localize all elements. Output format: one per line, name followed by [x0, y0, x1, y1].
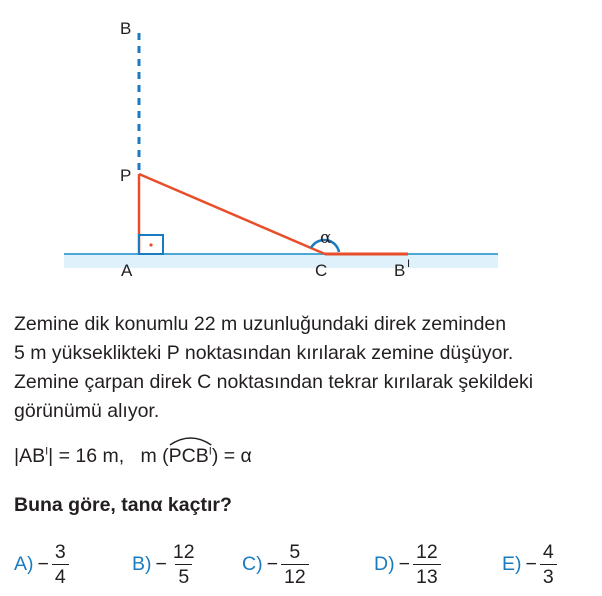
option-c[interactable] [242, 536, 309, 592]
option-letter: C) [242, 552, 263, 575]
question-text: Buna göre, tanα kaçtır? [14, 494, 232, 516]
option-sign: − [266, 552, 278, 575]
broken-segment-pc [139, 174, 325, 254]
fraction-denominator: 12 [281, 564, 309, 589]
ab-length-suffix: | = 16 m, [48, 445, 125, 467]
angle-name-text: PCB [168, 445, 209, 467]
problem-line: görünümü alıyor. [14, 400, 160, 422]
option-fraction [281, 540, 309, 589]
label-a: A [121, 261, 133, 280]
option-sign: − [155, 552, 167, 575]
label-c: C [315, 261, 328, 280]
problem-line: 5 m yükseklikteki P noktasından kırılarak zemine düşüyor. [14, 342, 514, 364]
option-b[interactable] [132, 536, 198, 592]
option-a[interactable] [14, 536, 69, 592]
option-fraction [540, 540, 557, 589]
angle-open-paren: ( [162, 445, 169, 467]
fraction-denominator: 13 [413, 564, 441, 589]
fraction-denominator: 4 [52, 564, 69, 589]
answer-options [14, 536, 594, 592]
angle-measure-suffix: ) = α [211, 445, 252, 467]
angle-measure-prefix: m [140, 445, 157, 467]
angle-arc-symbol [169, 436, 212, 446]
fraction-numerator: 4 [542, 540, 554, 563]
angle-prime-mark: I [208, 445, 212, 458]
fraction-numerator: 5 [289, 540, 301, 563]
option-letter: A) [14, 552, 34, 575]
right-angle-dot [149, 243, 152, 246]
fraction-numerator: 12 [172, 540, 195, 563]
problem-text [14, 310, 592, 426]
problem-line: Zemine çarpan direk C noktasından tekrar kırılarak şekildeki [14, 371, 534, 393]
fraction-numerator: 3 [54, 540, 66, 563]
ab-length-prefix: |AB [14, 445, 46, 467]
option-letter: B) [132, 552, 152, 575]
option-sign: − [525, 552, 537, 575]
fraction-denominator: 5 [175, 564, 192, 589]
option-letter: E) [502, 552, 522, 575]
option-d[interactable] [374, 536, 441, 592]
option-fraction [52, 540, 69, 589]
label-b: B [120, 19, 132, 38]
option-sign: − [37, 552, 49, 575]
fraction-denominator: 3 [540, 564, 557, 589]
option-e[interactable] [502, 536, 557, 592]
label-alpha: α [320, 228, 332, 248]
option-letter: D) [374, 552, 395, 575]
problem-line: Zemine dik konumlu 22 m uzunluğundaki direk zeminden [14, 313, 507, 335]
label-p: P [120, 166, 132, 185]
label-b-prime-mark: I [407, 258, 411, 270]
given-values [14, 445, 252, 468]
label-b-prime: B [394, 261, 406, 280]
ab-prime-mark: I [45, 445, 49, 458]
angle-name [169, 445, 212, 468]
option-fraction [170, 540, 198, 589]
option-fraction [413, 540, 441, 589]
fraction-numerator: 12 [415, 540, 438, 563]
option-sign: − [398, 552, 410, 575]
